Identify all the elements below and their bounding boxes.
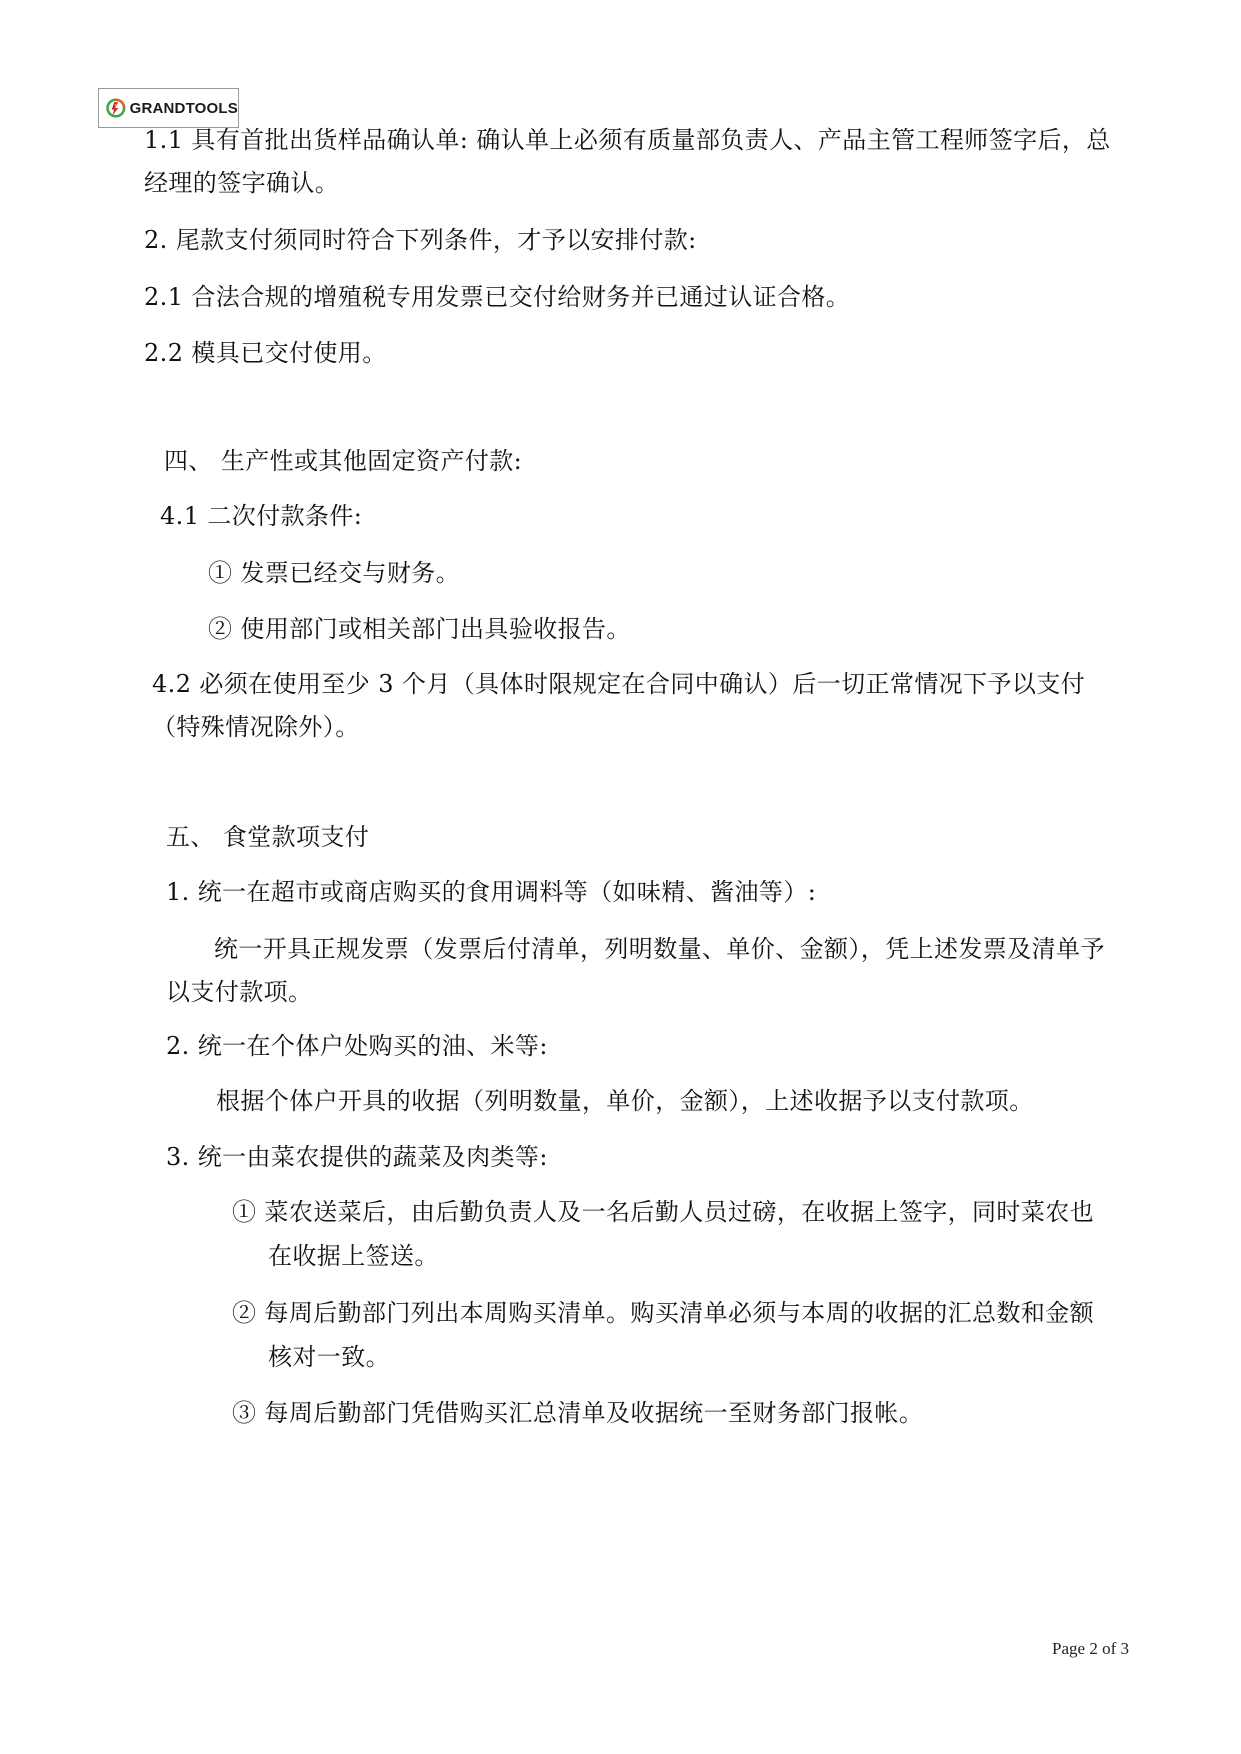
clause-4-1-item-2: ② 使用部门或相关部门出具验收报告。 <box>208 615 631 643</box>
clause-2-1: 2.1 合法合规的增殖税专用发票已交付给财务并已通过认证合格。 <box>144 283 851 311</box>
clause-5-3-item-3: ③ 每周后勤部门凭借购买汇总清单及收据统一至财务部门报帐。 <box>232 1399 924 1427</box>
clause-5-2: 2. 统一在个体户处购买的油、米等: <box>166 1032 548 1060</box>
clause-5-2-text: 根据个体户开具的收据（列明数量，单价，金额），上述收据予以支付款项。 <box>216 1087 1034 1115</box>
clause-5-3-item-2-line-1: ② 每周后勤部门列出本周购买清单。购买清单必须与本周的收据的汇总数和金额 <box>232 1299 1095 1327</box>
clause-2: 2. 尾款支付须同时符合下列条件，才予以安排付款: <box>144 226 697 254</box>
page-number: Page 2 of 3 <box>1052 1639 1129 1658</box>
company-logo <box>98 88 239 128</box>
logo-text: GRANDTOOLS <box>129 99 238 117</box>
clause-2-2: 2.2 模具已交付使用。 <box>144 339 387 367</box>
clause-4-2-line-1: 4.2 必须在使用至少 3 个月（具体时限规定在合同中确认）后一切正常情况下予以支付 <box>152 670 1086 698</box>
clause-1-1-line-1: 1.1 具有首批出货样品确认单: 确认单上必须有质量部负责人、产品主管工程师签字后，总 <box>144 126 1111 154</box>
clause-5-3-item-2-line-2: 核对一致。 <box>268 1343 390 1371</box>
clause-5-1-text-line-2: 以支付款项。 <box>166 978 313 1006</box>
clause-4-2-line-2: （特殊情况除外）。 <box>152 713 360 741</box>
clause-1-1-line-2: 经理的签字确认。 <box>144 169 340 197</box>
clause-4-1-item-1: ① 发票已经交与财务。 <box>208 559 461 587</box>
clause-5-3-item-1-line-2: 在收据上签送。 <box>268 1242 439 1270</box>
clause-5-3-item-1-line-1: ① 菜农送菜后，由后勤负责人及一名后勤人员过磅，在收据上签字，同时菜农也 <box>232 1198 1095 1226</box>
grandtools-logo-icon <box>105 95 127 121</box>
clause-4-1: 4.1 二次付款条件: <box>160 502 363 530</box>
clause-5-1: 1. 统一在超市或商店购买的食用调料等（如味精、酱油等）: <box>166 878 817 906</box>
clause-5-3: 3. 统一由菜农提供的蔬菜及肉类等: <box>166 1143 548 1171</box>
section-4-heading: 四、 生产性或其他固定资产付款: <box>164 447 523 475</box>
clause-5-1-text-line-1: 统一开具正规发票（发票后付清单，列明数量、单价、金额），凭上述发票及清单予 <box>214 935 1105 963</box>
section-5-heading: 五、 食堂款项支付 <box>166 823 370 851</box>
